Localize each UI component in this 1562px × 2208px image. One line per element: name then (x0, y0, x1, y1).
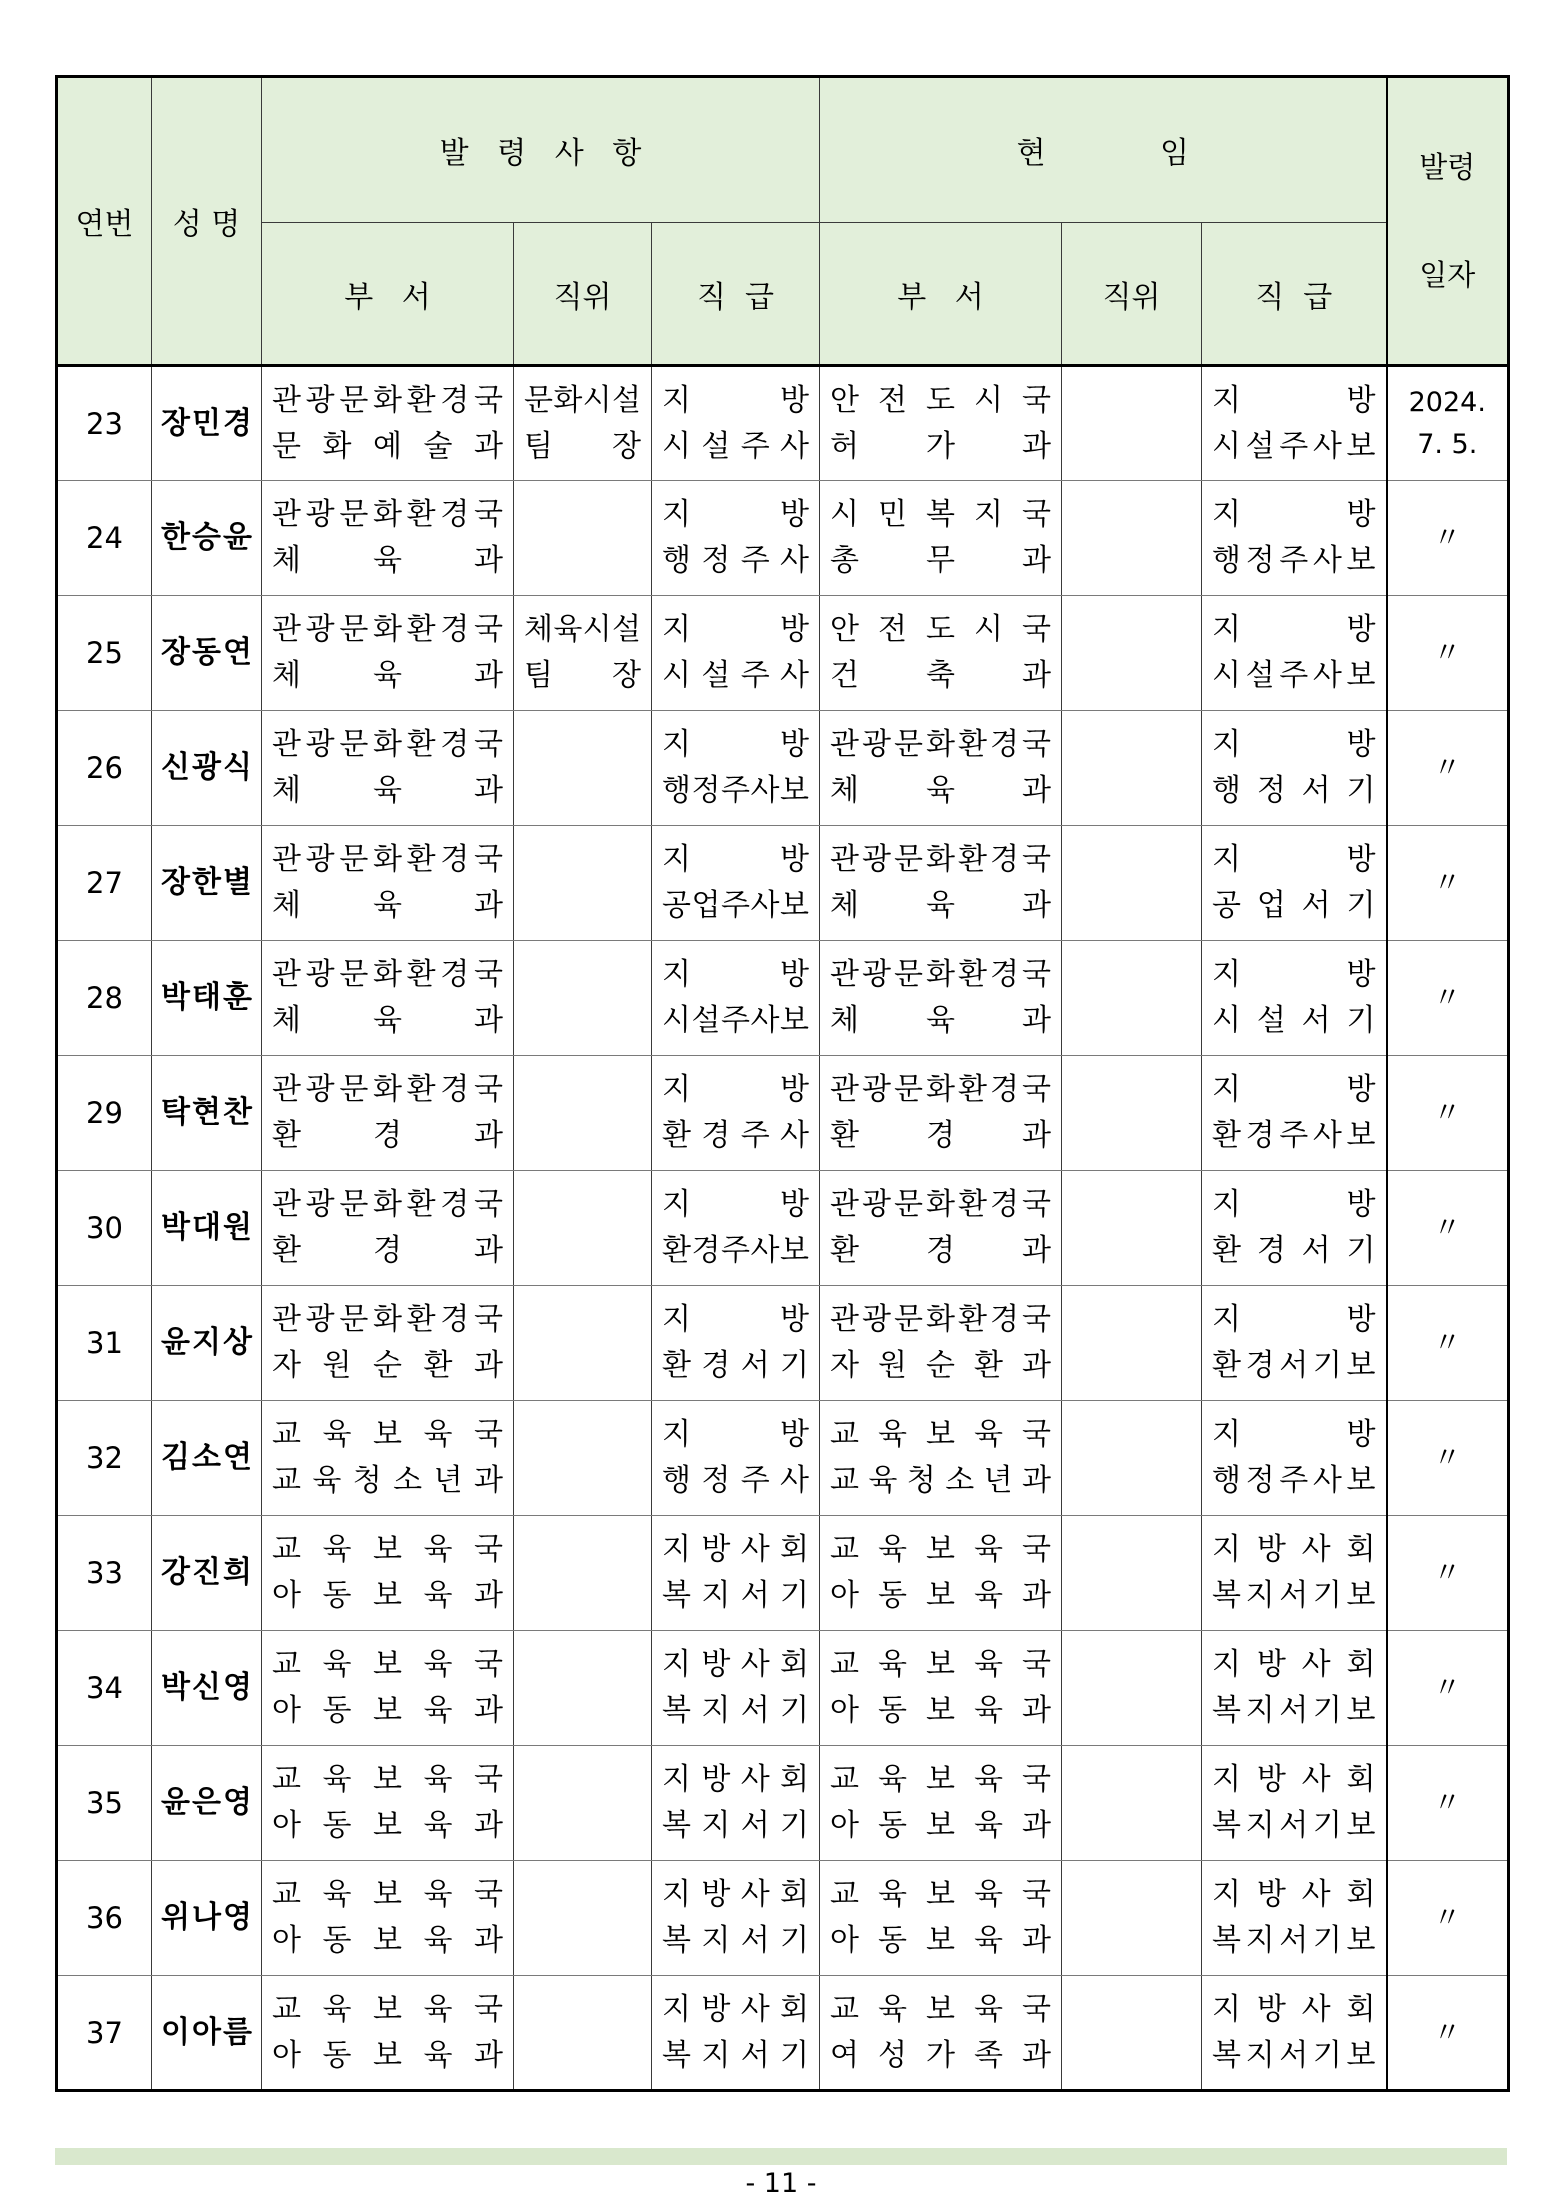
name-cell: 위 나 영 (152, 1861, 262, 1976)
cur-dept-cell: 관 광 문 화 환 경 국 환 경 과 (820, 1171, 1062, 1286)
seq-cell: 37 (57, 1976, 152, 2091)
ditto-mark: 〃 (1433, 636, 1462, 669)
table-row (57, 711, 1509, 826)
appt-dept-cell: 교 육 보 육 국 아 동 보 육 과 (262, 1746, 514, 1861)
appt-pos-cell (514, 1286, 652, 1401)
appt-pos-cell (514, 1746, 652, 1861)
cur-rank-cell: 지 방 시 설 주 사 보 (1202, 366, 1387, 481)
table-row (57, 1516, 1509, 1631)
ditto-mark: 〃 (1433, 751, 1462, 784)
seq-cell: 32 (57, 1401, 152, 1516)
appt-rank-cell: 지 방 행 정 주 사 (652, 1401, 820, 1516)
personnel-table (55, 75, 1510, 2092)
appt-rank-cell: 지 방 행 정 주 사 보 (652, 711, 820, 826)
appt-rank-cell: 지 방 환 경 주 사 보 (652, 1171, 820, 1286)
cur-rank-cell: 지 방 환 경 서 기 보 (1202, 1286, 1387, 1401)
date-cell: 2024. 7. 5. (1387, 366, 1509, 481)
appt-dept-cell: 관 광 문 화 환 경 국 환 경 과 (262, 1056, 514, 1171)
name-cell: 윤 은 영 (152, 1746, 262, 1861)
table-row (57, 1286, 1509, 1401)
seq-cell: 33 (57, 1516, 152, 1631)
table-header (57, 77, 1509, 366)
cur-dept-cell: 관 광 문 화 환 경 국 체 육 과 (820, 941, 1062, 1056)
ditto-mark: 〃 (1433, 866, 1462, 899)
appt-rank-cell: 지 방 사 회 복 지 서 기 (652, 1516, 820, 1631)
appt-rank-cell: 지 방 환 경 주 사 (652, 1056, 820, 1171)
header-date-line1: 발령 (1419, 150, 1476, 184)
table-row (57, 1631, 1509, 1746)
ditto-mark: 〃 (1433, 1326, 1462, 1359)
name-cell: 탁 현 찬 (152, 1056, 262, 1171)
cur-rank-cell: 지 방 행 정 주 사 보 (1202, 1401, 1387, 1516)
date-cell (1387, 1746, 1509, 1861)
appt-pos-cell: 문 화 시 설 팀 장 (514, 366, 652, 481)
name-cell: 장 민 경 (152, 366, 262, 481)
table-row (57, 941, 1509, 1056)
cur-rank-cell: 지 방 환 경 주 사 보 (1202, 1056, 1387, 1171)
name-cell: 박 대 원 (152, 1171, 262, 1286)
appt-rank-cell: 지 방 사 회 복 지 서 기 (652, 1631, 820, 1746)
header-seq: 연번 (57, 77, 152, 366)
table-row (57, 1976, 1509, 2091)
header-appt-dept: 부 서 (262, 223, 514, 366)
seq-cell: 29 (57, 1056, 152, 1171)
header-cur-pos: 직위 (1062, 223, 1202, 366)
name-cell: 장 동 연 (152, 596, 262, 711)
appt-dept-cell: 관 광 문 화 환 경 국 체 육 과 (262, 941, 514, 1056)
cur-dept-cell: 시 민 복 지 국 총 무 과 (820, 481, 1062, 596)
cur-rank-cell: 지 방 사 회 복 지 서 기 보 (1202, 1861, 1387, 1976)
appt-pos-cell (514, 1976, 652, 2091)
cur-pos-cell (1062, 1861, 1202, 1976)
seq-cell: 25 (57, 596, 152, 711)
ditto-mark: 〃 (1433, 981, 1462, 1014)
cur-pos-cell (1062, 1286, 1202, 1401)
appt-pos-cell (514, 1516, 652, 1631)
cur-rank-cell: 지 방 환 경 서 기 (1202, 1171, 1387, 1286)
cur-dept-cell: 관 광 문 화 환 경 국 체 육 과 (820, 711, 1062, 826)
page-number: - 11 - (745, 2168, 817, 2199)
table-row (57, 826, 1509, 941)
appt-pos-cell (514, 826, 652, 941)
table-row (57, 1171, 1509, 1286)
cur-dept-cell: 교 육 보 육 국 아 동 보 육 과 (820, 1861, 1062, 1976)
cur-dept-cell: 안 전 도 시 국 허 가 과 (820, 366, 1062, 481)
cur-rank-cell: 지 방 행 정 서 기 (1202, 711, 1387, 826)
table-row (57, 1861, 1509, 1976)
ditto-mark: 〃 (1433, 1096, 1462, 1129)
date-cell (1387, 481, 1509, 596)
cur-pos-cell (1062, 826, 1202, 941)
table-row (57, 1401, 1509, 1516)
appt-pos-cell (514, 481, 652, 596)
cur-rank-cell: 지 방 공 업 서 기 (1202, 826, 1387, 941)
appt-dept-cell: 교 육 보 육 국 아 동 보 육 과 (262, 1976, 514, 2091)
appt-dept-cell: 교 육 보 육 국 교 육 청 소 년 과 (262, 1401, 514, 1516)
appt-pos-cell (514, 941, 652, 1056)
cur-dept-cell: 교 육 보 육 국 아 동 보 육 과 (820, 1631, 1062, 1746)
date-cell (1387, 711, 1509, 826)
cur-rank-cell: 지 방 사 회 복 지 서 기 보 (1202, 1976, 1387, 2091)
name-cell: 박 태 훈 (152, 941, 262, 1056)
cur-dept-cell: 관 광 문 화 환 경 국 환 경 과 (820, 1056, 1062, 1171)
ditto-mark: 〃 (1433, 1671, 1462, 1704)
table-body (57, 366, 1509, 2091)
table-row (57, 596, 1509, 711)
cur-pos-cell (1062, 1516, 1202, 1631)
appt-dept-cell: 교 육 보 육 국 아 동 보 육 과 (262, 1516, 514, 1631)
appt-rank-cell: 지 방 사 회 복 지 서 기 (652, 1746, 820, 1861)
appt-rank-cell: 지 방 사 회 복 지 서 기 (652, 1861, 820, 1976)
table-row (57, 481, 1509, 596)
footer-divider-bar (55, 2148, 1507, 2165)
cur-pos-cell (1062, 481, 1202, 596)
cur-dept-cell: 교 육 보 육 국 아 동 보 육 과 (820, 1516, 1062, 1631)
appt-rank-cell: 지 방 시 설 주 사 (652, 596, 820, 711)
date-cell (1387, 826, 1509, 941)
date-cell (1387, 1516, 1509, 1631)
date-cell (1387, 1976, 1509, 2091)
cur-dept-cell: 관 광 문 화 환 경 국 체 육 과 (820, 826, 1062, 941)
seq-cell: 27 (57, 826, 152, 941)
cur-rank-cell: 지 방 시 설 주 사 보 (1202, 596, 1387, 711)
ditto-mark: 〃 (1433, 1441, 1462, 1474)
appt-dept-cell: 관 광 문 화 환 경 국 체 육 과 (262, 481, 514, 596)
cur-rank-cell: 지 방 시 설 서 기 (1202, 941, 1387, 1056)
name-cell: 신 광 식 (152, 711, 262, 826)
cur-dept-cell: 관 광 문 화 환 경 국 자 원 순 환 과 (820, 1286, 1062, 1401)
appt-dept-cell: 교 육 보 육 국 아 동 보 육 과 (262, 1861, 514, 1976)
seq-cell: 30 (57, 1171, 152, 1286)
seq-cell: 31 (57, 1286, 152, 1401)
ditto-mark: 〃 (1433, 1786, 1462, 1819)
seq-cell: 34 (57, 1631, 152, 1746)
date-cell (1387, 596, 1509, 711)
cur-dept-cell: 교 육 보 육 국 교 육 청 소 년 과 (820, 1401, 1062, 1516)
ditto-mark: 〃 (1433, 2015, 1462, 2049)
cur-pos-cell (1062, 1401, 1202, 1516)
seq-cell: 26 (57, 711, 152, 826)
appt-pos-cell (514, 1056, 652, 1171)
appt-pos-cell: 체 육 시 설 팀 장 (514, 596, 652, 711)
appt-rank-cell: 지 방 공 업 주 사 보 (652, 826, 820, 941)
name-cell: 장 한 별 (152, 826, 262, 941)
date-cell (1387, 941, 1509, 1056)
appt-pos-cell (514, 1171, 652, 1286)
cur-pos-cell (1062, 366, 1202, 481)
header-appt-pos: 직위 (514, 223, 652, 366)
appt-rank-cell: 지 방 시 설 주 사 보 (652, 941, 820, 1056)
appt-rank-cell: 지 방 시 설 주 사 (652, 366, 820, 481)
seq-cell: 23 (57, 366, 152, 481)
date-cell (1387, 1286, 1509, 1401)
cur-rank-cell: 지 방 행 정 주 사 보 (1202, 481, 1387, 596)
name-cell: 이 아 름 (152, 1976, 262, 2091)
date-cell (1387, 1401, 1509, 1516)
ditto-mark: 〃 (1433, 1901, 1462, 1934)
seq-cell: 36 (57, 1861, 152, 1976)
cur-rank-cell: 지 방 사 회 복 지 서 기 보 (1202, 1631, 1387, 1746)
date-cell (1387, 1861, 1509, 1976)
appt-rank-cell: 지 방 행 정 주 사 (652, 481, 820, 596)
ditto-mark: 〃 (1433, 1556, 1462, 1589)
cur-dept-cell: 안 전 도 시 국 건 축 과 (820, 596, 1062, 711)
cur-pos-cell (1062, 1171, 1202, 1286)
cur-rank-cell: 지 방 사 회 복 지 서 기 보 (1202, 1516, 1387, 1631)
name-cell: 한 승 윤 (152, 481, 262, 596)
header-current-group: 현 임 (820, 77, 1387, 223)
seq-cell: 35 (57, 1746, 152, 1861)
cur-dept-cell: 교 육 보 육 국 여 성 가 족 과 (820, 1976, 1062, 2091)
header-date-line2: 일자 (1419, 258, 1476, 292)
appt-rank-cell: 지 방 사 회 복 지 서 기 (652, 1976, 820, 2091)
name-cell: 김 소 연 (152, 1401, 262, 1516)
appt-dept-cell: 관 광 문 화 환 경 국 문 화 예 술 과 (262, 366, 514, 481)
name-cell: 박 신 영 (152, 1631, 262, 1746)
header-name: 성 명 (152, 77, 262, 366)
date-cell (1387, 1631, 1509, 1746)
seq-cell: 24 (57, 481, 152, 596)
cur-pos-cell (1062, 711, 1202, 826)
date-cell (1387, 1171, 1509, 1286)
appt-rank-cell: 지 방 환 경 서 기 (652, 1286, 820, 1401)
header-appt-rank: 직 급 (652, 223, 820, 366)
header-appointment-group: 발 령 사 항 (262, 77, 820, 223)
appt-dept-cell: 관 광 문 화 환 경 국 체 육 과 (262, 826, 514, 941)
appt-pos-cell (514, 1631, 652, 1746)
appt-pos-cell (514, 711, 652, 826)
appt-dept-cell: 관 광 문 화 환 경 국 자 원 순 환 과 (262, 1286, 514, 1401)
appt-pos-cell (514, 1861, 652, 1976)
cur-rank-cell: 지 방 사 회 복 지 서 기 보 (1202, 1746, 1387, 1861)
table-row (57, 366, 1509, 481)
appt-dept-cell: 관 광 문 화 환 경 국 환 경 과 (262, 1171, 514, 1286)
cur-pos-cell (1062, 596, 1202, 711)
appt-dept-cell: 교 육 보 육 국 아 동 보 육 과 (262, 1631, 514, 1746)
cur-pos-cell (1062, 941, 1202, 1056)
appt-dept-cell: 관 광 문 화 환 경 국 체 육 과 (262, 596, 514, 711)
cur-pos-cell (1062, 1631, 1202, 1746)
cur-pos-cell (1062, 1746, 1202, 1861)
name-cell: 윤 지 상 (152, 1286, 262, 1401)
header-cur-rank: 직 급 (1202, 223, 1387, 366)
header-cur-dept: 부 서 (820, 223, 1062, 366)
header-date (1387, 77, 1509, 366)
table-row (57, 1056, 1509, 1171)
table-row (57, 1746, 1509, 1861)
appt-pos-cell (514, 1401, 652, 1516)
date-cell (1387, 1056, 1509, 1171)
appt-dept-cell: 관 광 문 화 환 경 국 체 육 과 (262, 711, 514, 826)
seq-cell: 28 (57, 941, 152, 1056)
name-cell: 강 진 희 (152, 1516, 262, 1631)
ditto-mark: 〃 (1433, 1211, 1462, 1244)
ditto-mark: 〃 (1433, 521, 1462, 554)
cur-pos-cell (1062, 1056, 1202, 1171)
cur-pos-cell (1062, 1976, 1202, 2091)
cur-dept-cell: 교 육 보 육 국 아 동 보 육 과 (820, 1746, 1062, 1861)
